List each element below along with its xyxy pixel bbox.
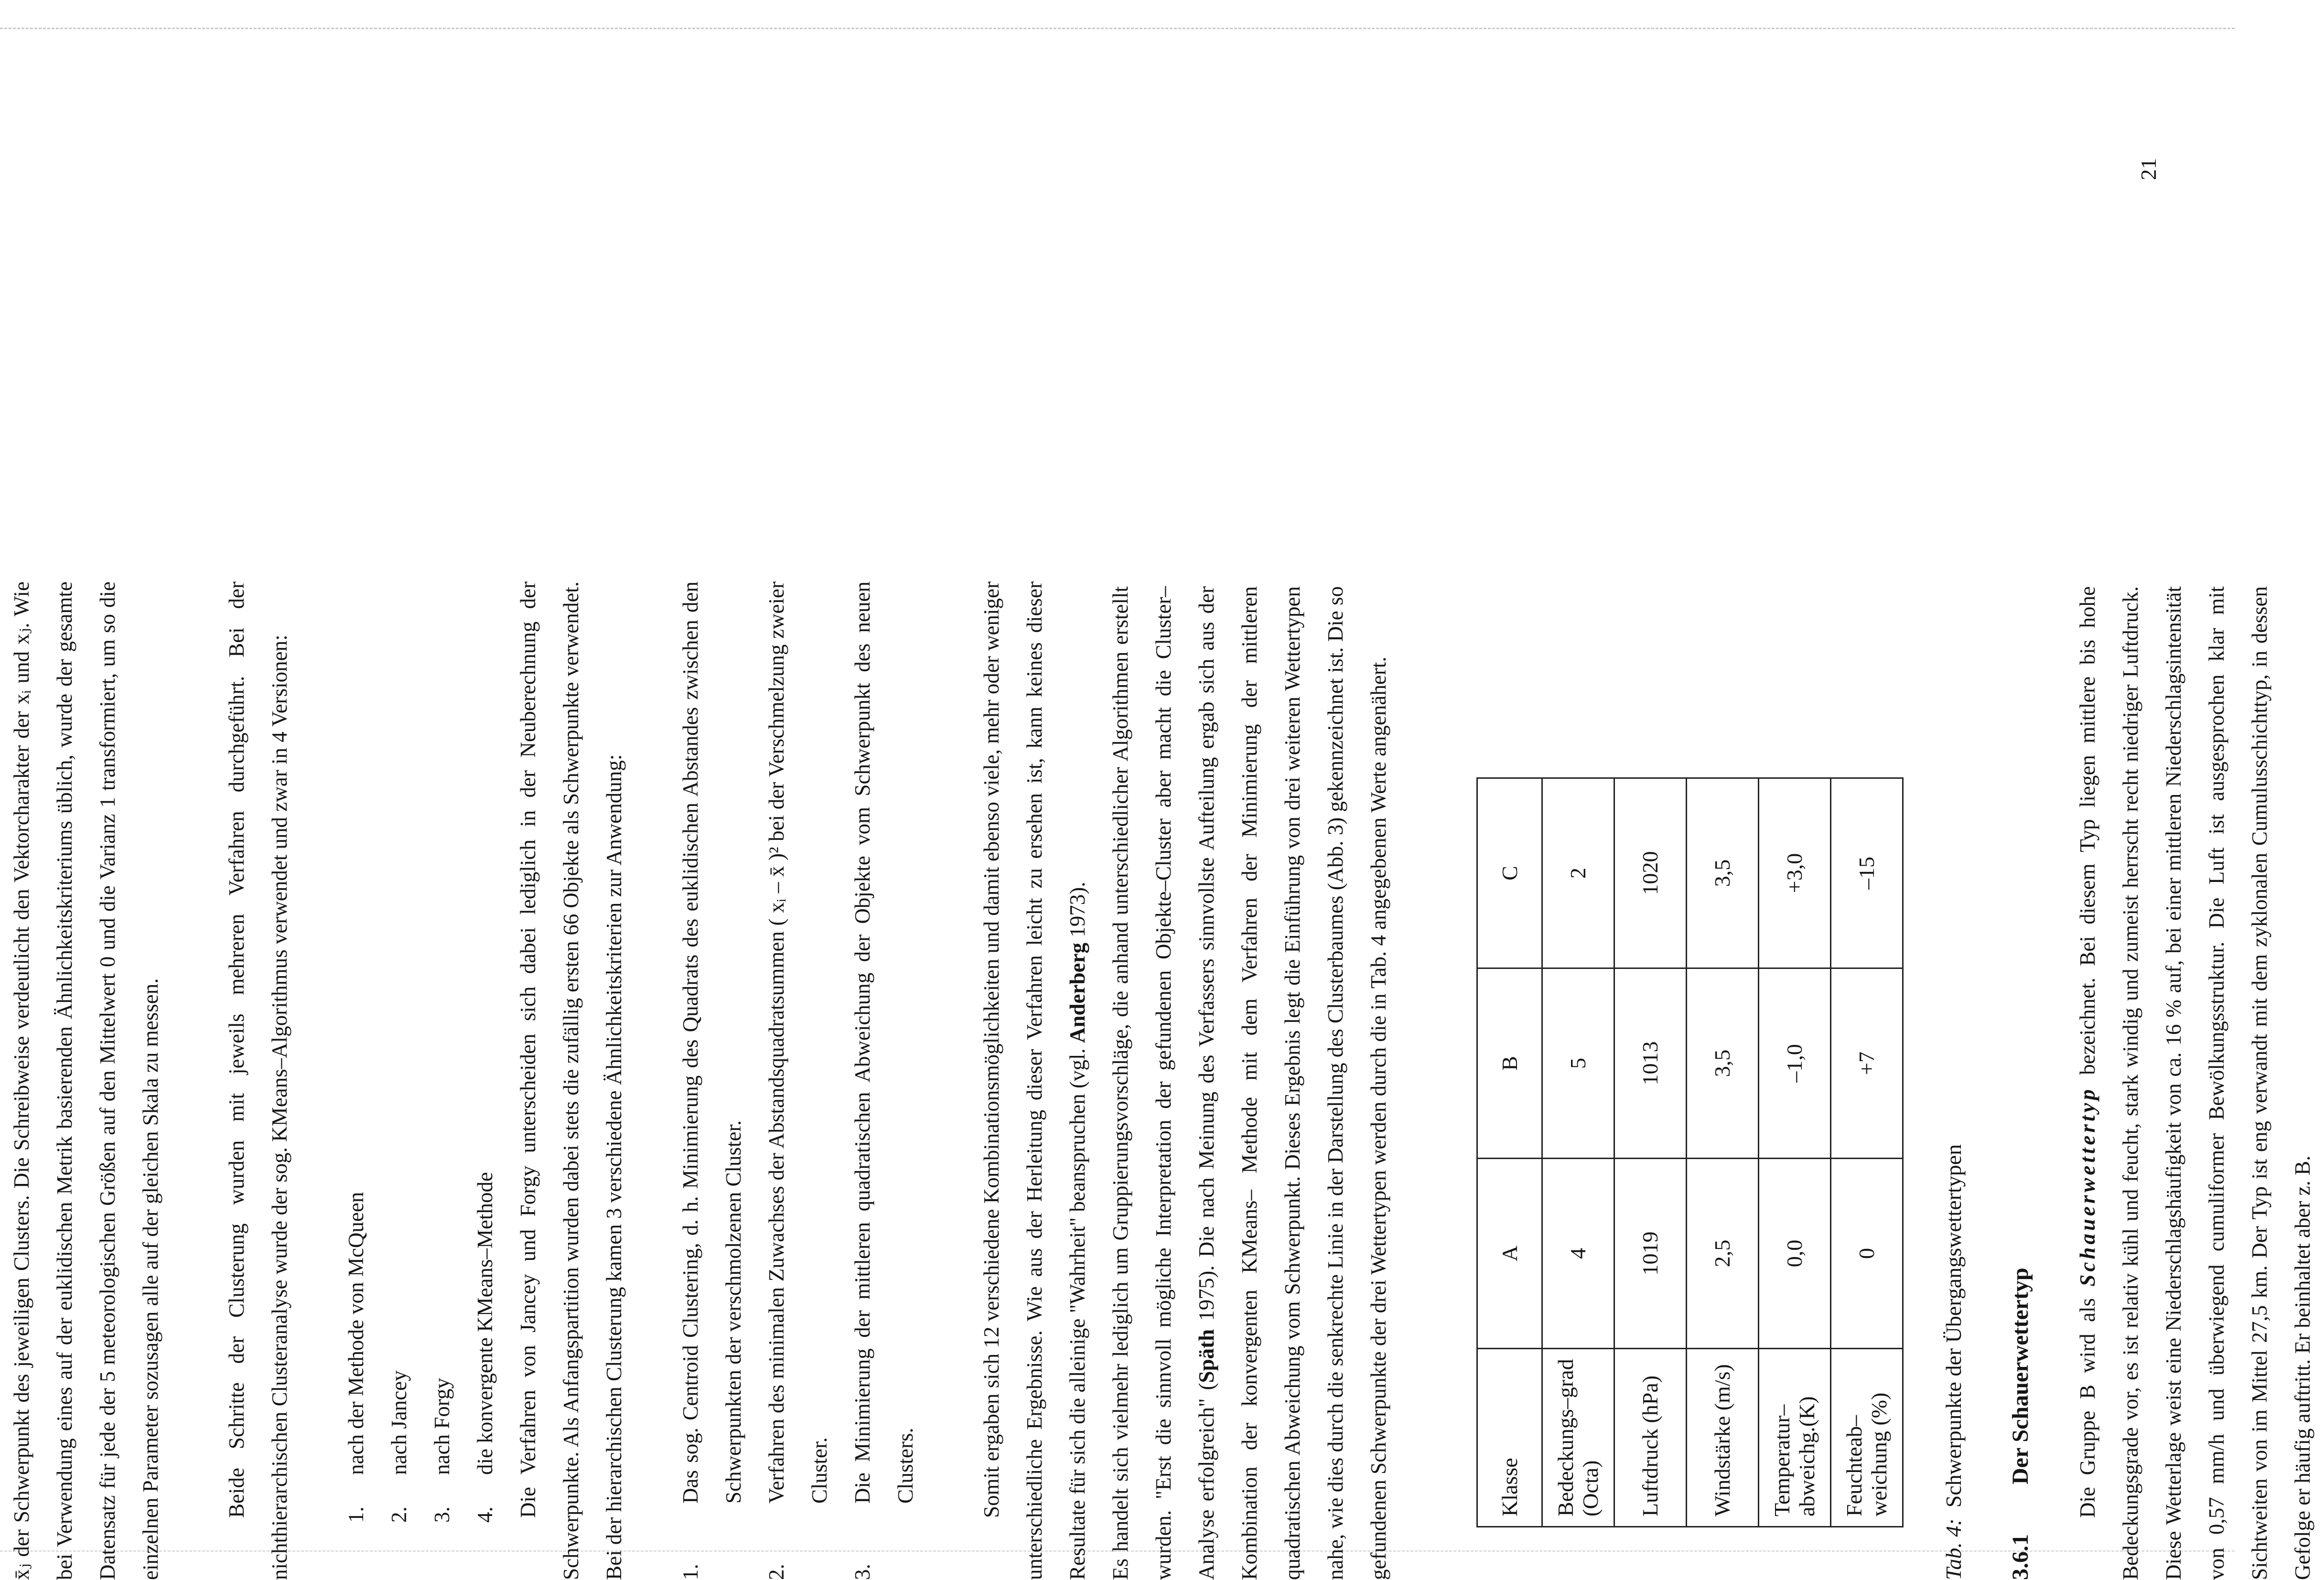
table-cell: Luftdruck (hPa) xyxy=(1614,1349,1687,1527)
table-cell: 2,5 xyxy=(1687,1159,1759,1349)
paragraph-schwerpunkt: x̄ⱼ der Schwerpunkt des jeweiligen Clusters. Die Schreibweise verdeutlicht den Vektorcharakter der xᵢ und xⱼ. Wie bei Verwendung eines auf der euklidischen Metrik basierenden Ähnlichkeitskriteriums üblich, wurde der gesamte Datensatz für jede der 5 meteorologischen Größen auf den Mittelwert 0 und die Varianz 1 transformiert, um so die einzelnen Parameter sozusagen alle auf der gleichen Skala zu messen. xyxy=(10,581,162,1580)
table-cell: 4 xyxy=(1542,1159,1614,1349)
table-cell: 1019 xyxy=(1614,1159,1687,1349)
list-item: 1. nach der Methode von McQueen xyxy=(344,1192,368,1523)
right-column xyxy=(1099,586,2324,1580)
list-item: 3. nach Forgy xyxy=(430,1378,454,1523)
table-row xyxy=(1687,778,1759,1527)
table-header-row xyxy=(1477,778,1542,1527)
table-cell: –15 xyxy=(1831,778,1903,968)
table-cell: 5 xyxy=(1542,968,1614,1159)
criteria-list xyxy=(669,581,927,1580)
table-row xyxy=(1759,778,1831,1527)
table-row xyxy=(1614,778,1687,1527)
table-cell: 0 xyxy=(1831,1159,1903,1349)
paragraph-verfahren: Die Verfahren von Jancey und Forgy unterscheiden sich dabei lediglich in der Neuberechnung der Schwerpunkte. Als Anfangspartition wurden dabei stets die zufällig ersten 66 Objekte als Schwerpunkte verwendet. Bei der hierarchischen Clusterung kamen 3 verschiedene Ähnlichkeitskriterien zur Anwendung: xyxy=(516,581,626,1580)
table-cell: Feuchteab–weichung (%) xyxy=(1831,1349,1903,1527)
list-item: 2. Verfahren des minimalen Zuwachses der Abstandsquadratsummen ( xᵢ – x̄ )² bei der Verschmelzung zweier Cluster. xyxy=(764,581,831,1580)
schwerpunkt-table xyxy=(1476,777,1904,1527)
paragraph-ergebnisse: Somit ergaben sich 12 verschiedene Kombinationsmöglichkeiten und damit ebenso viele, mehr oder weniger unterschiedliche Ergebnisse. Wie aus der Herleitung dieser Verfahren leicht zu ersehen ist, kann keines dieser Resultate für sich die alleinige "Wahrheit" beanspruchen (vgl. Anderberg 1973). xyxy=(979,581,1089,1580)
table-cell: Temperatur–abweichg.(K) xyxy=(1759,1349,1831,1527)
table-cell: +7 xyxy=(1831,968,1903,1159)
table-cell: Klasse xyxy=(1477,1349,1542,1527)
method-list xyxy=(334,581,506,1580)
table-cell: C xyxy=(1477,778,1542,968)
table-cell: Bedeckungs–grad (Octa) xyxy=(1542,1349,1614,1527)
table-cell: B xyxy=(1477,968,1542,1159)
table-cell: 0,0 xyxy=(1759,1159,1831,1349)
table-cell: A xyxy=(1477,1159,1542,1349)
list-item: 2. nach Jancey xyxy=(387,1370,411,1523)
table-cell: 1020 xyxy=(1614,778,1687,968)
table-cell: 3,5 xyxy=(1687,778,1759,968)
section-heading: 3.6.1 Der Schauerwettertyp xyxy=(2008,1268,2033,1580)
list-item: 3. Die Minimierung der mittleren quadratischen Abweichung der Objekte vom Schwerpunkt des neuen Clusters. xyxy=(850,581,917,1580)
table-row xyxy=(1542,778,1614,1527)
list-item: 4. die konvergente KMeans–Methode xyxy=(473,1172,497,1523)
table-cell: –1,0 xyxy=(1759,968,1831,1159)
paragraph-clusterung: Beide Schritte der Clusterung wurden mit jeweils mehreren Verfahren durchgeführt. Bei der nichthierarchischen Clusteranalyse wurde der sog. KMeans–Algorithmus verwendet und zwar in 4 Versionen: xyxy=(225,581,291,1580)
table-cell: +3,0 xyxy=(1759,778,1831,968)
page-number: 21 xyxy=(2136,158,2161,180)
table-cell: 3,5 xyxy=(1687,968,1759,1159)
table-caption: Tab. 4: Schwerpunkte der Übergangswettertypen xyxy=(1941,1144,1966,1580)
paragraph-schauerwettertyp: Die Gruppe B wird als Schauerwettertyp bezeichnet. Bei diesem Typ liegen mittlere bis hohe Bedeckungsgrade vor, es ist relativ kühl und feucht, stark windig und zumeist herrscht recht niedriger Luftdruck. Diese Wetterlage weist eine Niederschlagshäufigkeit von ca. 16 % auf, bei einer mittleren Niederschlagsintensität von 0,57 mm/h und überwiegend cumuliformer Bewölkungsstruktur. Die Luft ist ausgesprochen klar mit Sichtweiten von im Mittel 27,5 km. Der Typ ist eng verwandt mit dem zyklonalen Cumulusschichttyp, in dessen Gefolge er häufig auftritt. Er beinhaltet aber z. B. xyxy=(2076,586,2314,1580)
table-cell: Windstärke (m/s) xyxy=(1687,1349,1759,1527)
table-row xyxy=(1831,778,1903,1527)
table-cell: 1013 xyxy=(1614,968,1687,1159)
list-item: 1. Das sog. Centroid Clustering, d. h. Minimierung des Quadrats des euklidischen Abstandes zwischen den Schwerpunkten der verschmolzenen Cluster. xyxy=(678,581,745,1580)
table-cell: 2 xyxy=(1542,778,1614,968)
paragraph-gruppierung: Es handelt sich vielmehr lediglich um Gruppierungsvorschläge, die anhand unterschiedlicher Algorithmen erstellt wurden. "Erst die sinnvoll mögliche Interpretation der gefundenen Objekte–Cluster aber macht die Cluster– Analyse erfolgreich" (Späth 1975). Die nach Meinung des Verfassers sinnvollste Aufteilung ergab sich aus der Kombination der konvergenten KMeans– Methode mit dem Verfahren der Minimierung der mittleren quadratischen Abweichung vom Schwerpunkt. Dieses Ergebnis legt die Einführung von drei weiteren Wettertypen nahe, wie dies durch die senkrechte Linie in der Darstellung des Clusterbaumes (Abb. 3) gekennzeichnet ist. Die so gefundenen Schwerpunkte der drei Wettertypen werden durch die in Tab. 4 angegebenen Werte angenähert. xyxy=(1108,586,1390,1580)
left-column xyxy=(0,581,1099,1580)
